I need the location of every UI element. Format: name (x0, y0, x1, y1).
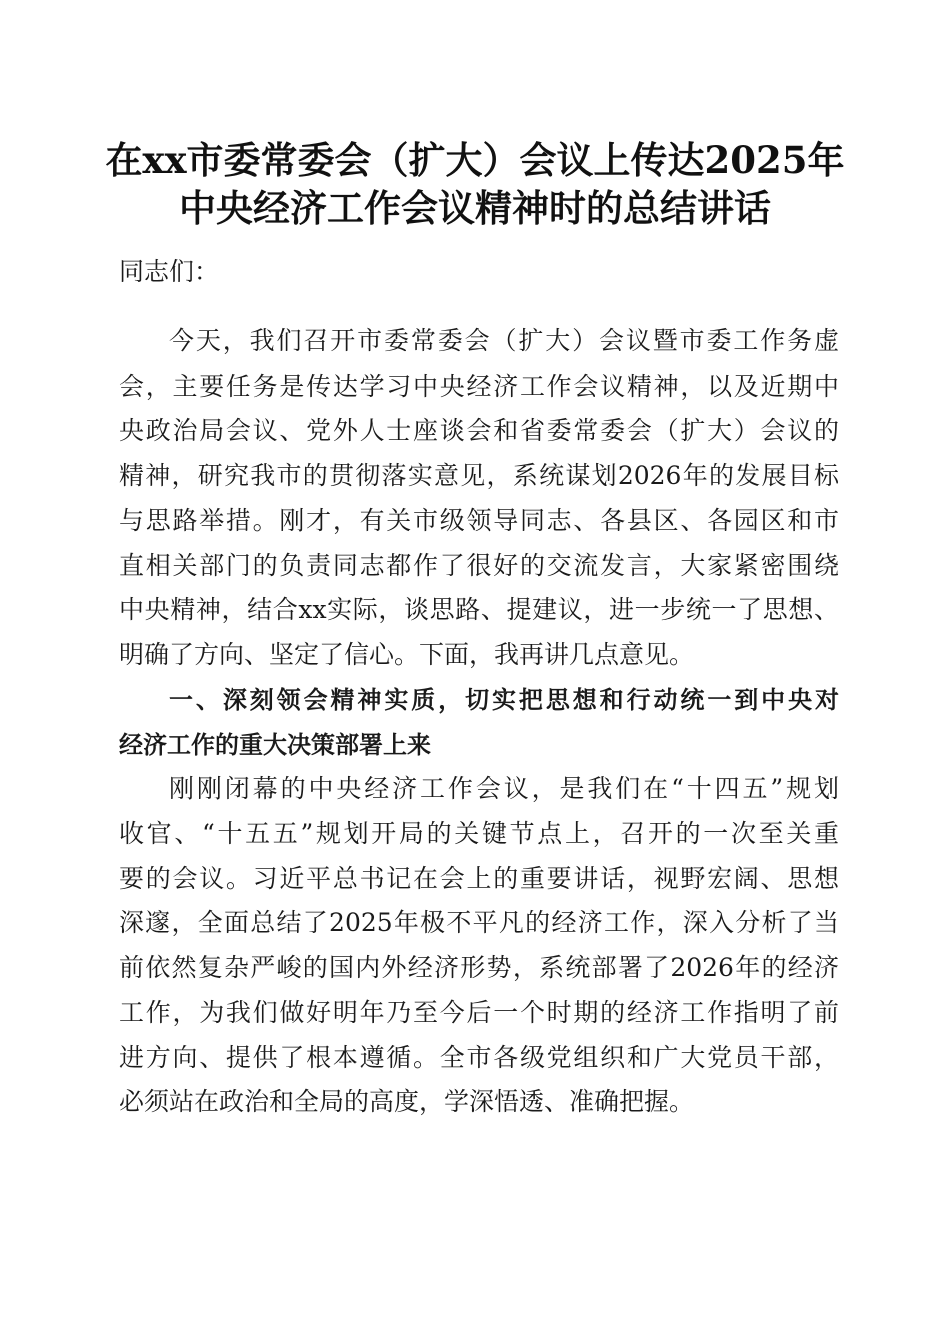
paragraph-1-line: 中央精神，结合xx实际，谈思路、提建议，进一步统一了思想、 (119, 595, 839, 624)
paragraph-2-line: 收官、“十五五”规划开局的关键节点上，召开的一次至关重 (119, 819, 839, 848)
document-title-line-1: 在xx市委常委会（扩大）会议上传达2025年 (105, 138, 845, 182)
paragraph-1-line: 精神，研究我市的贯彻落实意见，系统谋划2026年的发展目标 (119, 461, 839, 490)
paragraph-1-line: 央政治局会议、党外人士座谈会和省委常委会（扩大）会议的 (119, 416, 839, 445)
paragraph-2-line: 刚刚闭幕的中央经济工作会议，是我们在“十四五”规划 (169, 774, 839, 803)
document-title-line-2: 中央经济工作会议精神时的总结讲话 (179, 186, 771, 230)
paragraph-2-line: 必须站在政治和全局的高度，学深悟透、准确把握。 (119, 1087, 695, 1116)
paragraph-1-line: 直相关部门的负责同志都作了很好的交流发言，大家紧密围绕 (119, 551, 839, 580)
paragraph-2-line: 工作，为我们做好明年乃至今后一个时期的经济工作指明了前 (119, 998, 839, 1027)
paragraph-2-line: 深邃，全面总结了2025年极不平凡的经济工作，深入分析了当 (119, 908, 839, 937)
paragraph-1-line: 会，主要任务是传达学习中央经济工作会议精神，以及近期中 (119, 372, 839, 401)
section-heading-1-line: 经济工作的重大决策部署上来 (119, 731, 431, 759)
paragraph-2-line: 要的会议。习近平总书记在会上的重要讲话，视野宏阔、思想 (119, 864, 839, 893)
greeting: 同志们： (119, 257, 220, 286)
paragraph-1-line: 与思路举措。刚才，有关市级领导同志、各县区、各园区和市 (119, 506, 839, 535)
paragraph-1-line: 明确了方向、坚定了信心。下面，我再讲几点意见。 (119, 640, 695, 669)
section-heading-1-line: 一、深刻领会精神实质，切实把思想和行动统一到中央对 (169, 686, 839, 714)
paragraph-1-line: 今天，我们召开市委常委会（扩大）会议暨市委工作务虚 (169, 326, 839, 355)
paragraph-2-line: 进方向、提供了根本遵循。全市各级党组织和广大党员干部， (119, 1043, 839, 1072)
paragraph-2-line: 前依然复杂严峻的国内外经济形势，系统部署了2026年的经济 (119, 953, 839, 982)
